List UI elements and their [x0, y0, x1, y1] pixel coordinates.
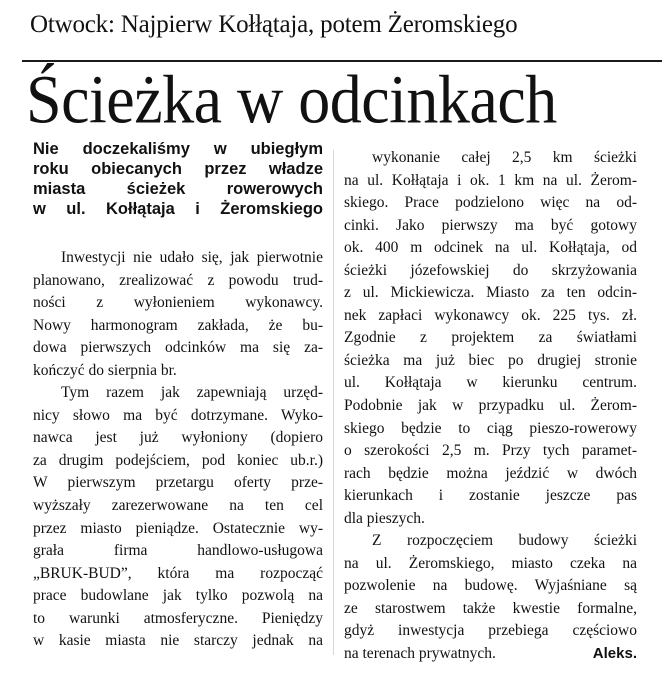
- body-line: dla pieszych.: [344, 509, 425, 527]
- body-line: to warunki atmosferyczne. Pieniędzy: [33, 609, 323, 627]
- body-line: o szerokości 2,5 m. Przy tych paramet-: [344, 442, 637, 460]
- body-line: wyższały zarezerwowane na ten cel: [33, 497, 323, 515]
- body-line: gdyż inwestycja przebiega częściowo: [344, 622, 637, 640]
- body-line: nawca jest już wyłoniony (dopiero: [33, 429, 323, 447]
- body-line: rach będzie można jeździć w dwóch: [344, 464, 637, 482]
- column-divider: [333, 150, 334, 655]
- body-line: Z rozpoczęciem budowy ścieżki: [372, 532, 637, 550]
- lead-line: miasta ścieżek rowerowych: [33, 180, 323, 198]
- body-line: ok. 400 m odcinek na ul. Kołłątaja, od: [344, 239, 637, 257]
- body-line: ności z wyłonieniem wykonawcy.: [33, 294, 323, 312]
- body-line: skiego będzie to ciąg pieszo-rowerowy: [344, 419, 637, 437]
- body-line: nek zapłaci wykonawcy ok. 225 tys. zł.: [344, 306, 637, 324]
- body-line: Podobnie jak w przypadku ul. Żerom-: [344, 397, 637, 415]
- body-line: na ul. Kołłątaja i ok. 1 km na ul. Żerom-: [344, 171, 637, 189]
- body-line: nicy słowo ma być dotrzymane. Wyko-: [33, 406, 323, 424]
- body-line: na ul. Żeromskiego, miasto czeka na: [344, 554, 637, 572]
- body-line: ścieżki józefowskiej do skrzyżowania: [344, 261, 637, 279]
- body-line: prace budowlane jak tylko pozwolą na: [33, 587, 323, 605]
- body-line: Inwestycji nie udało się, jak pierwotnie: [61, 249, 323, 266]
- body-line: ścieżka ma już biec po drugiej stronie: [344, 351, 637, 369]
- lead-line: Nie doczekaliśmy w ubiegłym: [33, 140, 323, 158]
- body-line: w kasie miasta nie starczy jednak na: [33, 632, 323, 650]
- lead-line: w ul. Kołłątaja i Żeromskiego: [33, 200, 323, 218]
- body-line: przez miasto pieniądze. Ostatecznie wy-: [33, 519, 323, 537]
- body-line: cinki. Jako pierwszy ma być gotowy: [344, 216, 637, 234]
- lead-line: roku obiecanych przez władze: [33, 160, 323, 178]
- body-line: grała firma handlowo-usługowa: [33, 542, 323, 560]
- signoff-line: [344, 643, 637, 666]
- final-body-line: na terenach prywatnych.: [344, 645, 496, 663]
- headline: Ścieżka w odcinkach: [26, 61, 557, 138]
- body-line: Nowy harmonogram zakłada, że bu-: [33, 316, 323, 334]
- body-line: z ul. Mickiewicza. Miasto za ten odcin-: [344, 284, 637, 302]
- body-line: Zgodnie z projektem za światłami: [344, 329, 637, 347]
- kicker: Otwock: Najpierw Kołłątaja, potem Żeromskiego: [30, 11, 518, 38]
- lead: [33, 139, 323, 219]
- body-line: ze starostwem także kwestie formalne,: [344, 599, 637, 617]
- body-line: wykonanie całej 2,5 km ścieżki: [372, 149, 637, 166]
- body-line: planowano, zrealizować z powodu trud-: [33, 271, 323, 289]
- left-column: [33, 247, 323, 653]
- body-line: kończyć do sierpnia br.: [33, 361, 177, 379]
- body-line: ul. Kołłątaja w kierunku centrum.: [344, 374, 637, 392]
- body-line: W pierwszym przetargu oferty prze-: [33, 474, 323, 492]
- body-line: dowa pierwszych odcinków ma się za-: [33, 339, 323, 357]
- body-line: pozwolenie na budowę. Wyjaśniane są: [344, 577, 637, 595]
- body-line: za drugim podejściem, pod koniec ub.r.): [33, 451, 323, 469]
- body-line: Tym razem jak zapewniają urzęd-: [61, 384, 323, 402]
- body-line: „BRUK-BUD”, która ma rozpocząć: [33, 564, 323, 582]
- right-column: [344, 147, 637, 666]
- body-line: kierunkach i zostanie jeszcze pas: [344, 487, 637, 505]
- author-signature: Aleks.: [592, 645, 637, 663]
- body-line: skiego. Prace podzielono więc na od-: [344, 194, 637, 212]
